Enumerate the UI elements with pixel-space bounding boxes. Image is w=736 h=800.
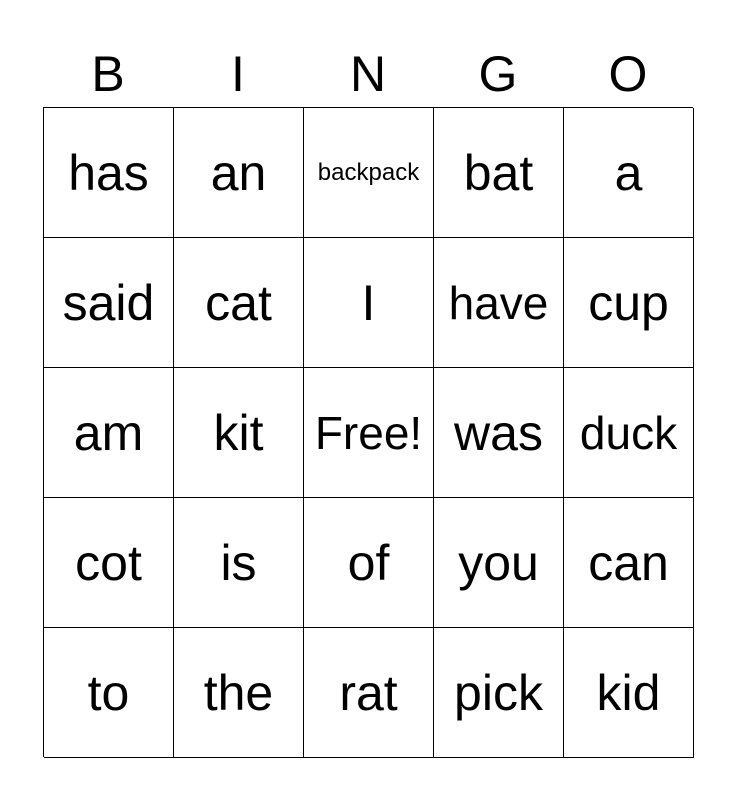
bingo-cell[interactable]: of bbox=[304, 498, 434, 628]
bingo-cell[interactable]: you bbox=[434, 498, 564, 628]
bingo-cell[interactable]: rat bbox=[304, 628, 434, 758]
bingo-cell[interactable]: an bbox=[174, 108, 304, 238]
bingo-cell[interactable]: I bbox=[304, 238, 434, 368]
bingo-cell[interactable]: a bbox=[564, 108, 694, 238]
bingo-cell[interactable]: kit bbox=[174, 368, 304, 498]
bingo-cell[interactable]: was bbox=[434, 368, 564, 498]
bingo-cell[interactable]: has bbox=[44, 108, 174, 238]
bingo-cell[interactable]: cat bbox=[174, 238, 304, 368]
bingo-cell[interactable]: have bbox=[434, 238, 564, 368]
header-letter-g: G bbox=[478, 46, 518, 102]
bingo-cell[interactable]: can bbox=[564, 498, 694, 628]
bingo-cell[interactable]: cup bbox=[564, 238, 694, 368]
header-letter-i: I bbox=[231, 46, 245, 102]
bingo-cell[interactable]: cot bbox=[44, 498, 174, 628]
bingo-header bbox=[43, 44, 693, 104]
bingo-board bbox=[43, 107, 693, 757]
header-letter-n: N bbox=[349, 46, 387, 102]
free-space-cell[interactable]: Free! bbox=[304, 368, 434, 498]
bingo-cell[interactable]: am bbox=[44, 368, 174, 498]
bingo-cell[interactable]: backpack bbox=[304, 108, 434, 238]
bingo-cell[interactable]: the bbox=[174, 628, 304, 758]
header-letter-o: O bbox=[608, 46, 648, 102]
bingo-cell[interactable]: kid bbox=[564, 628, 694, 758]
bingo-cell[interactable]: said bbox=[44, 238, 174, 368]
bingo-cell[interactable]: duck bbox=[564, 368, 694, 498]
bingo-cell[interactable]: to bbox=[44, 628, 174, 758]
header-letter-b: B bbox=[91, 46, 125, 102]
bingo-cell[interactable]: bat bbox=[434, 108, 564, 238]
bingo-cell[interactable]: is bbox=[174, 498, 304, 628]
bingo-cell[interactable]: pick bbox=[434, 628, 564, 758]
